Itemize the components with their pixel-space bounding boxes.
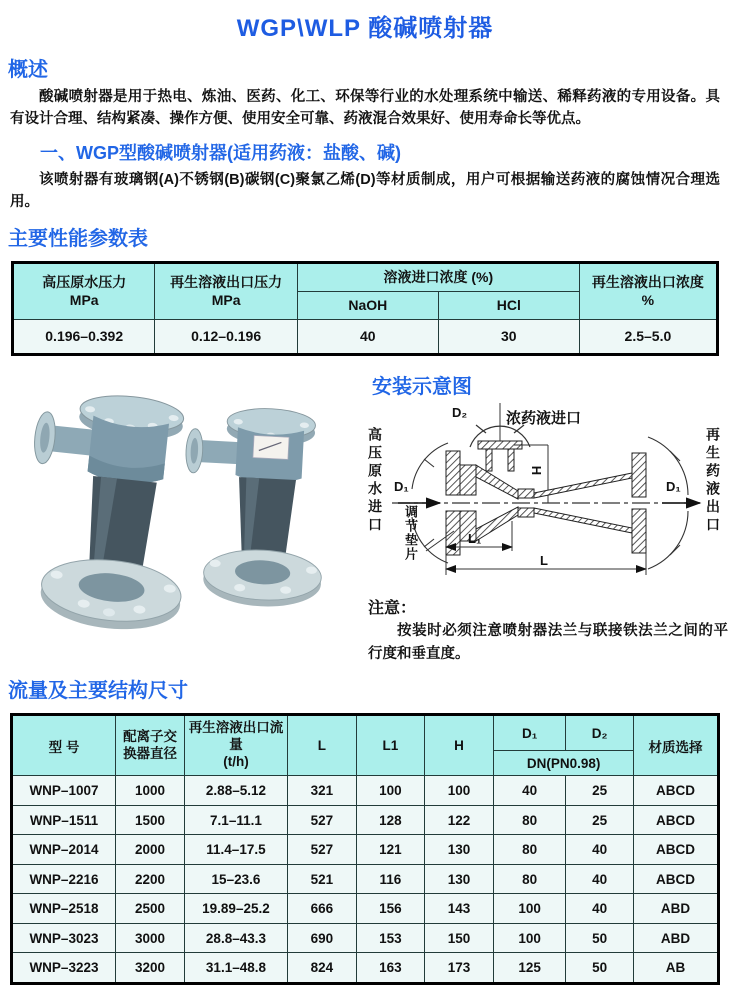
cell: ABCD	[634, 776, 719, 806]
cell: 40	[566, 894, 634, 924]
cell: WNP–1007	[12, 776, 116, 806]
overview-heading: 概述	[8, 59, 48, 81]
dim-h-label: H	[529, 465, 545, 476]
cell: 121	[356, 835, 424, 865]
dim-d1-left-label: D₁	[394, 478, 409, 494]
cell: 80	[494, 864, 566, 894]
cell: 2500	[115, 894, 184, 924]
dim-d2-label: D₂	[452, 404, 468, 420]
cell: 25	[566, 776, 634, 806]
cell: 128	[356, 805, 424, 835]
cell: WNP–2518	[12, 894, 116, 924]
col-header-d2: D₂	[566, 715, 634, 751]
header-line: MPa	[211, 292, 241, 309]
cell: 2.5–5.0	[579, 319, 717, 354]
cell: 0.12–0.196	[155, 319, 297, 354]
cell: 527	[287, 805, 356, 835]
cell: AB	[634, 953, 719, 984]
cell: 2200	[115, 864, 184, 894]
header-line: %	[641, 292, 655, 309]
dim-l-label: L	[540, 552, 548, 568]
cell: 150	[424, 923, 493, 953]
table-row	[12, 864, 719, 894]
header-line: (t/h)	[223, 754, 249, 770]
table-header-row	[13, 262, 718, 291]
cell: 100	[424, 776, 493, 806]
table-row	[12, 953, 719, 984]
cell: 3000	[115, 923, 184, 953]
col-header-inlet-concentration: 溶液进口浓度 (%)	[297, 262, 579, 291]
cell: 80	[494, 835, 566, 865]
cell: 19.89–25.2	[185, 894, 288, 924]
table-row	[12, 894, 719, 924]
cell: 3200	[115, 953, 184, 984]
cell: ABD	[634, 923, 719, 953]
cell: 2.88–5.12	[185, 776, 288, 806]
cell: 156	[356, 894, 424, 924]
table-row	[12, 776, 719, 806]
col-header-material: 材质选择	[634, 715, 719, 776]
right-outlet-label: 再生药液出口	[705, 426, 721, 535]
header-line: 再生溶液出口压力	[170, 274, 283, 291]
shim-label: 调节垫片	[403, 504, 418, 561]
cell: 1000	[115, 776, 184, 806]
cell: 25	[566, 805, 634, 835]
overview-paragraph: 酸碱喷射器是用于热电、炼油、医药、化工、环保等行业的水处理系统中输送、稀释药液的专用设备。具有设计合理、结构紧凑、操作方便、使用安全可靠、药液混合效果好、使用寿命长等优点。	[10, 89, 720, 128]
cell: 173	[424, 953, 493, 984]
cell: 40	[494, 776, 566, 806]
header-line: 再生溶液出口流量	[188, 720, 284, 753]
cell: ABD	[634, 894, 719, 924]
cell: 130	[424, 864, 493, 894]
header-line: 配离子交	[123, 728, 178, 744]
product-photo	[0, 366, 366, 638]
cell: 50	[566, 923, 634, 953]
cell: 100	[356, 776, 424, 806]
col-header-exchanger-diameter	[115, 715, 184, 776]
col-header-raw-pressure	[13, 262, 155, 319]
performance-heading: 主要性能参数表	[8, 227, 148, 250]
col-header-l1: L1	[356, 715, 424, 776]
cell: 163	[356, 953, 424, 984]
dim-l1-label: L₁	[468, 530, 482, 546]
dim-d1-right-label: D₁	[666, 478, 681, 494]
table-row	[12, 923, 719, 953]
cell: ABCD	[634, 864, 719, 894]
cell: ABCD	[634, 835, 719, 865]
cell: 40	[566, 864, 634, 894]
table-row	[12, 805, 719, 835]
cell: WNP–3223	[12, 953, 116, 984]
cell: 30	[438, 319, 579, 354]
cell: 100	[494, 923, 566, 953]
header-line: MPa	[69, 292, 99, 309]
cell: 40	[566, 835, 634, 865]
performance-table	[11, 261, 719, 356]
cell: WNP–3023	[12, 923, 116, 953]
col-header-out-pressure	[155, 262, 297, 319]
col-header-h: H	[424, 715, 493, 776]
cell: 50	[566, 953, 634, 984]
cell: 824	[287, 953, 356, 984]
cell: 31.1–48.8	[185, 953, 288, 984]
cell: 521	[287, 864, 356, 894]
flow-heading: 流量及主要结构尺寸	[8, 680, 188, 703]
top-inlet-label: 浓药液进口	[506, 409, 582, 427]
flow-table	[10, 713, 720, 985]
col-header-out-concentration	[579, 262, 717, 319]
install-diagram	[366, 401, 720, 589]
cell: 100	[494, 894, 566, 924]
left-inlet-label: 高压原水进口	[367, 426, 383, 535]
col-header-model: 型 号	[12, 715, 116, 776]
cell: 7.1–11.1	[185, 805, 288, 835]
page-title: WGP\WLP 酸碱喷射器	[236, 15, 494, 42]
cell: 116	[356, 864, 424, 894]
cell: 15–23.6	[185, 864, 288, 894]
col-header-dn: DN(PN0.98)	[494, 751, 634, 776]
col-header-naoh: NaOH	[297, 291, 438, 319]
note-text: 按装时必须注意喷射器法兰与联接铁法兰之间的平行度和垂直度。	[368, 622, 728, 663]
col-header-d1: D₁	[494, 715, 566, 751]
cell: 0.196–0.392	[13, 319, 155, 354]
wgp-sub-heading: 一、WGP型酸碱喷射器(适用药液：盐酸、碱)	[40, 142, 401, 163]
col-header-outlet-flow	[185, 715, 288, 776]
note-heading: 注意：	[368, 599, 417, 617]
cell: 143	[424, 894, 493, 924]
col-header-hcl: HCl	[438, 291, 579, 319]
cell: WNP–1511	[12, 805, 116, 835]
cell: 321	[287, 776, 356, 806]
wgp-sub-paragraph: 该喷射器有玻璃钢(A)不锈钢(B)碳钢(C)聚氯乙烯(D)等材质制成，用户可根据输送药液的腐蚀情况合理选用。	[10, 171, 720, 211]
document-page	[0, 8, 730, 984]
cell: 28.8–43.3	[185, 923, 288, 953]
middle-section	[0, 366, 730, 666]
cell: WNP–2014	[12, 835, 116, 865]
cell: 1500	[115, 805, 184, 835]
cell: 2000	[115, 835, 184, 865]
cell: 125	[494, 953, 566, 984]
cell: 153	[356, 923, 424, 953]
injector-photo-art	[0, 366, 366, 638]
table-row	[13, 319, 718, 354]
cell: 122	[424, 805, 493, 835]
cell: 690	[287, 923, 356, 953]
cell: 11.4–17.5	[185, 835, 288, 865]
cell: ABCD	[634, 805, 719, 835]
cell: WNP–2216	[12, 864, 116, 894]
header-line: 换器直径	[123, 745, 178, 761]
table-header-row	[12, 715, 719, 751]
cell: 40	[297, 319, 438, 354]
header-line: 再生溶液出口浓度	[591, 274, 704, 291]
cell: 80	[494, 805, 566, 835]
table-row	[12, 835, 719, 865]
cell: 130	[424, 835, 493, 865]
header-line: 高压原水压力	[42, 274, 127, 291]
col-header-l: L	[287, 715, 356, 776]
cell: 666	[287, 894, 356, 924]
cell: 527	[287, 835, 356, 865]
install-heading: 安装示意图	[372, 375, 472, 398]
install-section	[366, 366, 730, 666]
